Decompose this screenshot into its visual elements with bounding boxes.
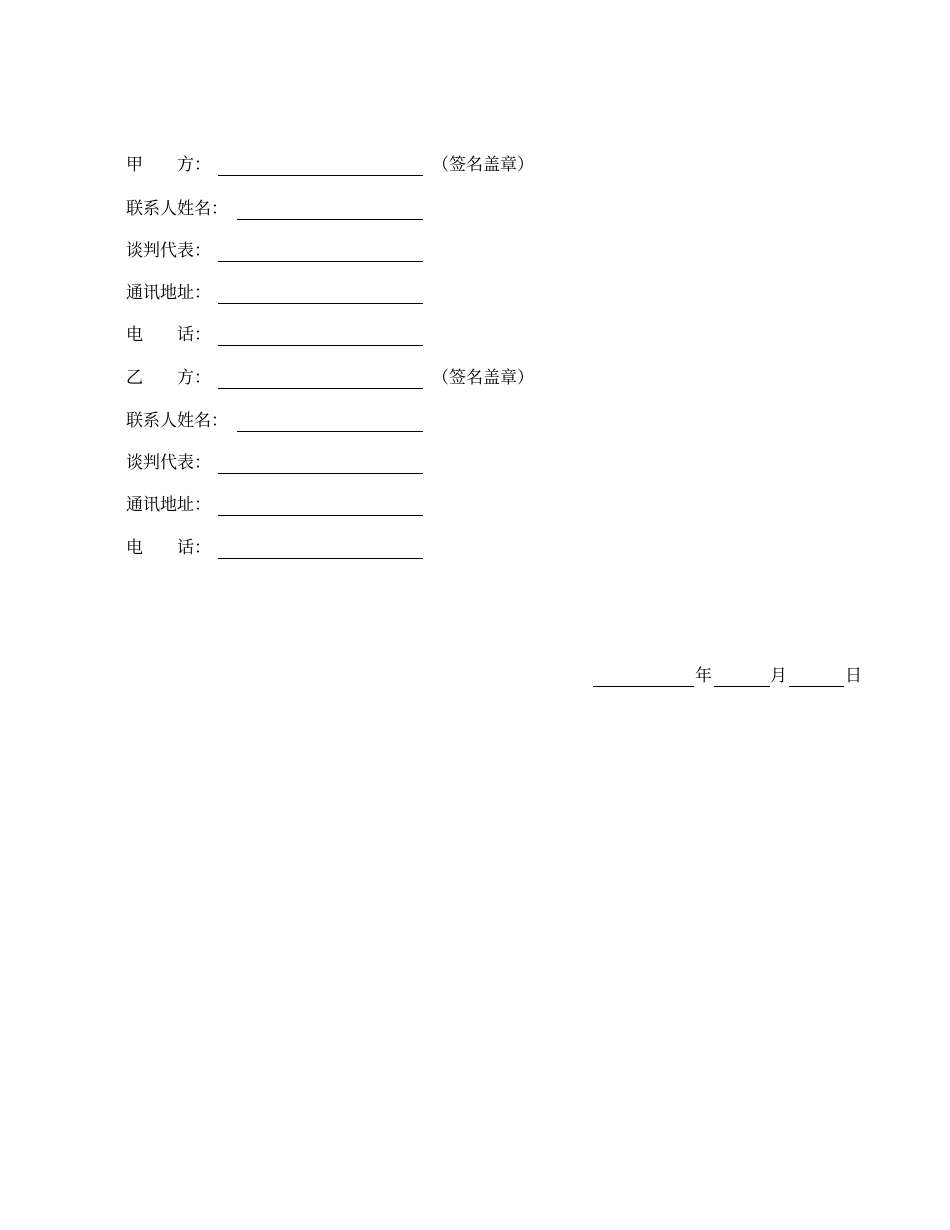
party-b-seal-note: （签名盖章） bbox=[432, 368, 534, 388]
party-b-rep-field[interactable] bbox=[218, 473, 423, 474]
party-b-contact-label: 联系人姓名： bbox=[126, 411, 228, 431]
party-a-rep-label: 谈判代表： bbox=[126, 241, 211, 261]
party-b-address-label: 通讯地址： bbox=[126, 495, 211, 515]
party-a-seal-note: （签名盖章） bbox=[432, 155, 534, 175]
party-a-phone-field[interactable] bbox=[218, 345, 423, 346]
date-year-label: 年 bbox=[695, 666, 712, 686]
date-day-field[interactable] bbox=[789, 686, 844, 687]
party-a-contact-field[interactable] bbox=[237, 219, 423, 220]
party-a-rep-field[interactable] bbox=[218, 261, 423, 262]
party-a-address-field[interactable] bbox=[218, 303, 423, 304]
party-b-name-label: 乙 方： bbox=[126, 368, 211, 388]
party-a-phone-label: 电 话： bbox=[126, 325, 211, 345]
party-b-contact-field[interactable] bbox=[237, 431, 423, 432]
party-b-name-field[interactable] bbox=[218, 388, 423, 389]
party-a-contact-label: 联系人姓名： bbox=[126, 199, 228, 219]
date-year-field[interactable] bbox=[593, 686, 694, 687]
date-month-field[interactable] bbox=[714, 686, 770, 687]
party-a-address-label: 通讯地址： bbox=[126, 283, 211, 303]
party-b-phone-label: 电 话： bbox=[126, 538, 211, 558]
date-day-label: 日 bbox=[845, 666, 862, 686]
party-b-address-field[interactable] bbox=[218, 515, 423, 516]
party-a-name-label: 甲 方： bbox=[126, 155, 211, 175]
party-b-rep-label: 谈判代表： bbox=[126, 453, 211, 473]
party-a-name-field[interactable] bbox=[218, 175, 423, 176]
date-month-label: 月 bbox=[770, 666, 787, 686]
party-b-phone-field[interactable] bbox=[218, 558, 423, 559]
